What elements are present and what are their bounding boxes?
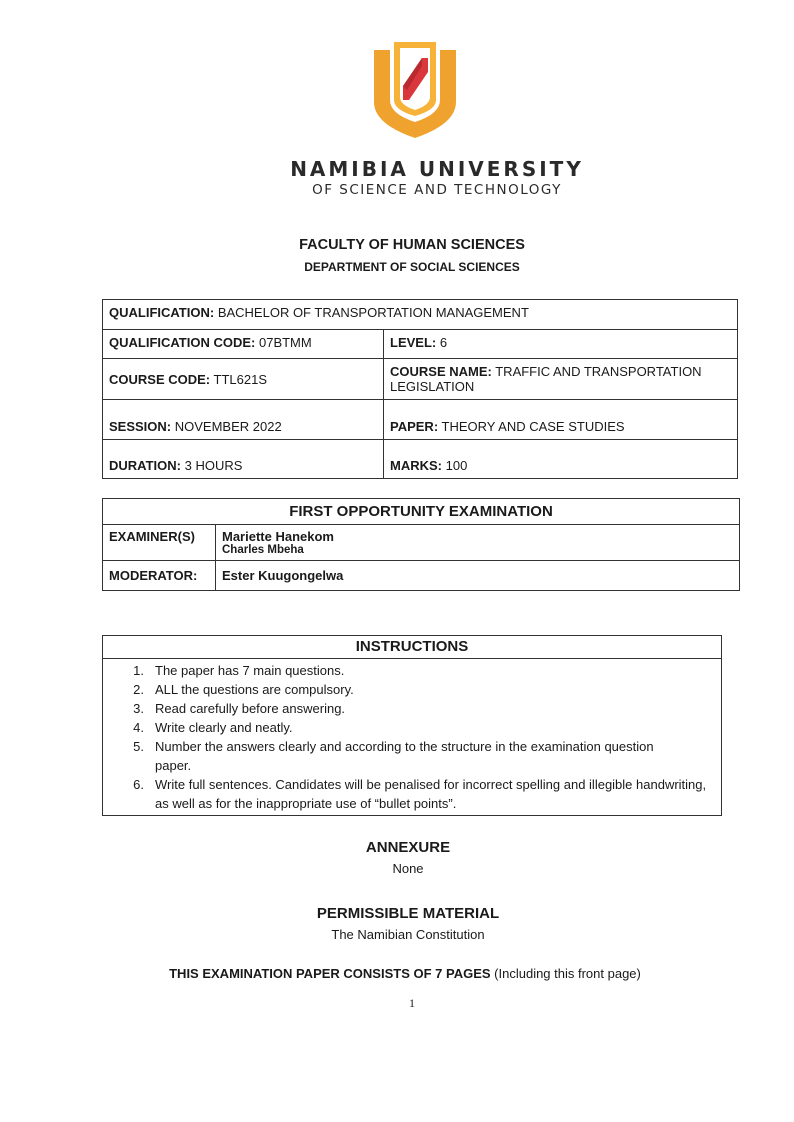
department-title: DEPARTMENT OF SOCIAL SCIENCES [304,260,520,274]
qualification-table [102,299,738,479]
faculty-title: FACULTY OF HUMAN SCIENCES [299,237,525,253]
examiners-cell [216,525,740,561]
moderator-label: MODERATOR: [103,561,216,591]
university-name: NAMIBIA UNIVERSITY [290,157,584,181]
moderator-name: Ester Kuugongelwa [216,561,740,591]
marks-cell: MARKS: 100 [384,440,738,479]
session-cell: SESSION: NOVEMBER 2022 [103,400,384,440]
instruction-item: 5. Number the answers clearly and according to the structure in the examination question paper. [133,739,654,773]
examiner-name: Charles Mbeha [222,544,304,556]
qualification-cell: QUALIFICATION: BACHELOR OF TRANSPORTATION MANAGEMENT [103,300,738,330]
course-name-cell: COURSE NAME: TRAFFIC AND TRANSPORTATION LEGISLATION [384,359,738,400]
examination-table [102,498,740,591]
page-count-note: THIS EXAMINATION PAPER CONSISTS OF 7 PAGES (Including this front page) [169,966,641,981]
examiner-name: Mariette Hanekom [222,529,334,544]
instruction-item: 2. ALL the questions are compulsory. [133,682,354,697]
annexure-title: ANNEXURE [365,839,451,856]
examiners-label: EXAMINER(S) [103,525,216,561]
qualification-code-cell: QUALIFICATION CODE: 07BTMM [103,330,384,359]
page-number: 1 [409,996,415,1010]
permissible-title: PERMISSIBLE MATERIAL [316,905,500,922]
instruction-item: 4. Write clearly and neatly. [133,720,293,735]
instruction-item: 6. Write full sentences. Candidates will be penalised for incorrect spelling and illegible handwriting, as well as for the inappropriate use of “bullet points”. [133,777,707,811]
university-subtitle: OF SCIENCE AND TECHNOLOGY [312,182,562,198]
course-code-cell: COURSE CODE: TTL621S [103,359,384,400]
permissible-value: The Namibian Constitution [331,927,485,942]
instructions-box [102,635,722,816]
instructions-title: INSTRUCTIONS [103,636,721,659]
duration-cell: DURATION: 3 HOURS [103,440,384,479]
level-cell: LEVEL: 6 [384,330,738,359]
instruction-item: 1. The paper has 7 main questions. [133,663,345,678]
exam-title: FIRST OPPORTUNITY EXAMINATION [103,499,740,525]
annexure-value: None [392,861,424,876]
instructions-list [103,661,721,813]
paper-cell: PAPER: THEORY AND CASE STUDIES [384,400,738,440]
university-logo [370,42,460,140]
instruction-item: 3. Read carefully before answering. [133,701,346,716]
